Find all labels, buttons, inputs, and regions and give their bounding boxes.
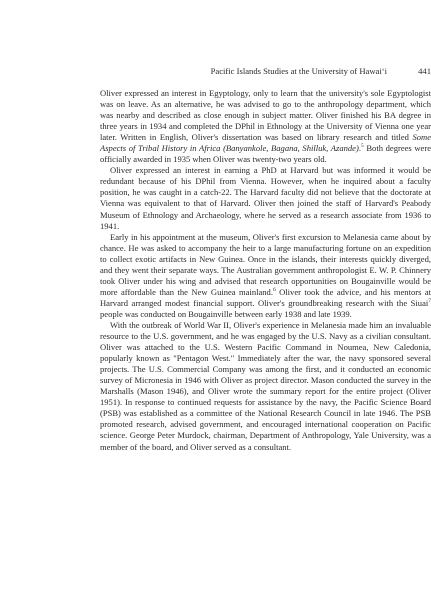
paragraph <box>100 165 431 231</box>
body-text <box>100 88 431 453</box>
italic-title: Some Aspects of Tribal History in Africa (Banyankole, Bagana, Shilluk, Azande) <box>100 132 431 154</box>
text-run: Oliver expressed an interest in earning a PhD at Harvard but was informed it would be redundant because of his DPhil from Vienna. However, when he inquired about a faculty position, he was caught in a catch-22. The Harvard faculty did not believe that the doctorate at Vienna was equivalent to that of Harvard. Oliver then joined the staff of Harvard's Peabody Museum of Ethnology and Archaeology, where he served as a research associate from 1936 to 1941. <box>100 165 431 231</box>
footnote-ref: 5 <box>360 143 364 150</box>
text-run: Oliver took the advice, and his mentors at Harvard arranged modest financial support. Oliver's groundbreaking research with the Siuai <box>100 286 431 308</box>
running-title: Pacific Islands Studies at the University of Hawai‘i <box>210 66 387 76</box>
text-run: Early in his appointment at the museum, Oliver's first excursion to Melanesia came about by chance. He was asked to accompany the heir to a large manufacturing fortune on an expedition to collect exotic artifacts in New Guinea. Once in the islands, their interests quickly diverged, and they went their separate ways. The Australian government anthropologist E. W. P. Chinnery took Oliver under his wing and advised that research opportunities on Bougainville would be more affordable than the New Guinea mainland. <box>100 231 431 297</box>
text-run: Both degrees were officially awarded in 1935 when Oliver was twenty-two years old. <box>100 143 431 165</box>
text-run: Oliver expressed an interest in Egyptology, only to learn that the university's sole Egyptologist was on leave. As an alternative, he was advised to go to the anthropology department, which was nearby and described as close enough in subject matter. Oliver finished his BA degree in three years in 1934 and completed the DPhil in Ethnology at the University of Vienna one year later. Written in English, Oliver's dissertation was based on library research and titled <box>100 88 431 143</box>
paragraph <box>100 320 431 453</box>
page-number: 441 <box>418 66 431 76</box>
footnote-ref: 6 <box>272 287 276 293</box>
text-run: With the outbreak of World War II, Oliver's experience in Melanesia made him an invaluable resource to the U.S. government, and he was engaged by the U.S. Navy as a civilian consultant. Oliver was attached to the U.S. Western Pacific Command in Noumea, New Caledonia, popularly known as "Pentagon West." Immediately after the war, the navy sponsored several projects. The U.S. Commercial Company was among the first, and it conducted an economic survey of Micronesia in 1946 with Oliver as project director. Mason conducted the survey in the Marshalls (Mason 1946), and Oliver wrote the summary report for the entire project (Oliver 1951). In response to continued requests for assistance by the navy, the Pacific Science Board (PSB) was established as a committee of the National Research Council in late 1946. The PSB promoted research, advised government, and encouraged international cooperation on Pacific science. George Peter Murdock, chairman, Department of Anthropology, Yale University, was a member of the board, and Oliver served as a consultant. <box>100 319 431 452</box>
footnote-ref: 7 <box>428 298 431 305</box>
paragraph <box>100 232 431 320</box>
text-run: . <box>358 143 361 154</box>
paragraph <box>100 88 431 165</box>
text-run: people was conducted on Bougainville between early 1938 and late 1939. <box>100 308 352 319</box>
